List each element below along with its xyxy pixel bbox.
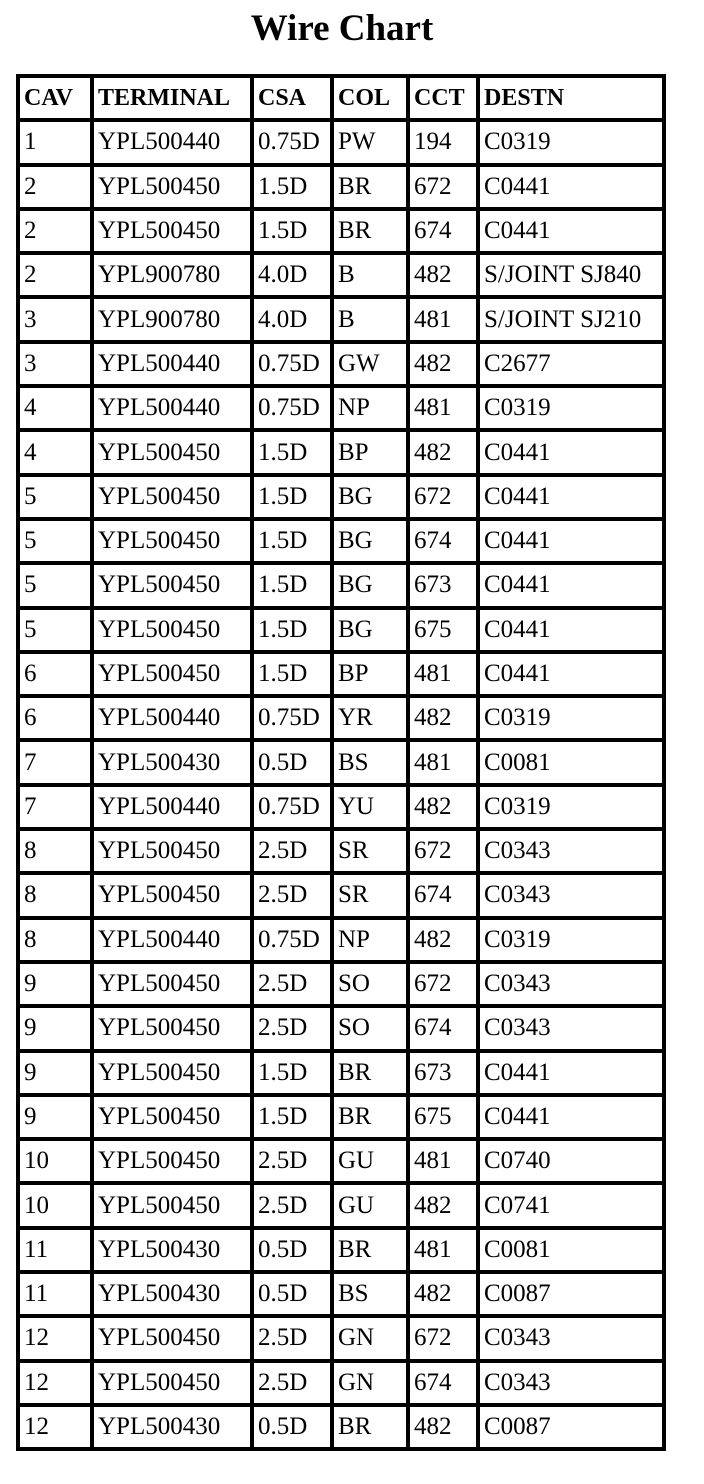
cell-col: BR <box>334 1230 406 1270</box>
cell-csa: 1.5D <box>254 432 330 472</box>
header-cct: CCT <box>410 78 476 118</box>
cell-csa: 2.5D <box>254 875 330 915</box>
cell-cav: 5 <box>20 610 90 650</box>
cell-cav: 7 <box>20 742 90 782</box>
cell-terminal: YPL500450 <box>94 1008 250 1048</box>
cell-destn: C0319 <box>480 698 662 738</box>
cell-cav: 7 <box>20 787 90 827</box>
cell-destn: C0343 <box>480 964 662 1004</box>
cell-destn: S/JOINT SJ840 <box>480 255 662 295</box>
cell-col: B <box>334 255 406 295</box>
cell-csa: 1.5D <box>254 654 330 694</box>
wire-chart-table <box>16 74 666 1451</box>
cell-cav: 4 <box>20 432 90 472</box>
cell-csa: 1.5D <box>254 1097 330 1137</box>
cell-col: BG <box>334 521 406 561</box>
cell-cct: 675 <box>410 610 476 650</box>
cell-cav: 9 <box>20 1097 90 1137</box>
table-row <box>20 1407 662 1447</box>
cell-terminal: YPL500450 <box>94 521 250 561</box>
cell-col: BS <box>334 742 406 782</box>
cell-col: BP <box>334 654 406 694</box>
cell-csa: 4.0D <box>254 255 330 295</box>
cell-csa: 0.75D <box>254 344 330 384</box>
cell-destn: S/JOINT SJ210 <box>480 299 662 339</box>
cell-terminal: YPL500450 <box>94 1097 250 1137</box>
cell-col: GN <box>334 1318 406 1358</box>
cell-cct: 674 <box>410 1363 476 1403</box>
cell-cav: 2 <box>20 255 90 295</box>
cell-csa: 1.5D <box>254 167 330 207</box>
cell-col: PW <box>334 122 406 162</box>
cell-cct: 482 <box>410 1185 476 1225</box>
cell-cct: 481 <box>410 388 476 428</box>
table-row <box>20 1363 662 1403</box>
cell-terminal: YPL500440 <box>94 920 250 960</box>
table-row <box>20 1230 662 1270</box>
header-col: COL <box>334 78 406 118</box>
cell-cav: 2 <box>20 167 90 207</box>
cell-col: YR <box>334 698 406 738</box>
cell-destn: C0441 <box>480 565 662 605</box>
cell-csa: 0.5D <box>254 1407 330 1447</box>
cell-cav: 10 <box>20 1141 90 1181</box>
cell-destn: C0441 <box>480 521 662 561</box>
cell-csa: 2.5D <box>254 1363 330 1403</box>
cell-cct: 674 <box>410 521 476 561</box>
cell-csa: 4.0D <box>254 299 330 339</box>
cell-destn: C2677 <box>480 344 662 384</box>
cell-cav: 5 <box>20 565 90 605</box>
cell-cav: 4 <box>20 388 90 428</box>
cell-cct: 482 <box>410 1407 476 1447</box>
cell-cav: 12 <box>20 1318 90 1358</box>
cell-col: BS <box>334 1274 406 1314</box>
cell-cct: 674 <box>410 875 476 915</box>
cell-cct: 482 <box>410 432 476 472</box>
cell-cct: 194 <box>410 122 476 162</box>
cell-destn: C0087 <box>480 1274 662 1314</box>
header-cav: CAV <box>20 78 90 118</box>
cell-terminal: YPL500450 <box>94 477 250 517</box>
cell-cav: 11 <box>20 1230 90 1270</box>
cell-cav: 9 <box>20 1053 90 1093</box>
table-row <box>20 1274 662 1314</box>
cell-csa: 2.5D <box>254 964 330 1004</box>
cell-csa: 2.5D <box>254 1008 330 1048</box>
cell-terminal: YPL500430 <box>94 742 250 782</box>
cell-destn: C0343 <box>480 831 662 871</box>
cell-cct: 481 <box>410 1141 476 1181</box>
cell-destn: C0741 <box>480 1185 662 1225</box>
cell-terminal: YPL500450 <box>94 211 250 251</box>
cell-destn: C0343 <box>480 1318 662 1358</box>
cell-destn: C0441 <box>480 211 662 251</box>
cell-col: YU <box>334 787 406 827</box>
cell-terminal: YPL500440 <box>94 698 250 738</box>
cell-destn: C0740 <box>480 1141 662 1181</box>
cell-cct: 482 <box>410 787 476 827</box>
cell-col: BR <box>334 1097 406 1137</box>
cell-terminal: YPL500450 <box>94 167 250 207</box>
cell-cav: 1 <box>20 122 90 162</box>
table-row <box>20 388 662 428</box>
cell-terminal: YPL500440 <box>94 344 250 384</box>
table-body <box>20 122 662 1447</box>
cell-terminal: YPL500450 <box>94 1185 250 1225</box>
table-row <box>20 1008 662 1048</box>
cell-csa: 2.5D <box>254 1141 330 1181</box>
cell-cav: 9 <box>20 1008 90 1048</box>
table-row <box>20 344 662 384</box>
cell-terminal: YPL500430 <box>94 1230 250 1270</box>
cell-cav: 6 <box>20 654 90 694</box>
table-row <box>20 610 662 650</box>
cell-cav: 10 <box>20 1185 90 1225</box>
cell-cct: 672 <box>410 167 476 207</box>
cell-cct: 481 <box>410 299 476 339</box>
cell-col: SR <box>334 875 406 915</box>
cell-terminal: YPL500450 <box>94 1053 250 1093</box>
cell-csa: 2.5D <box>254 831 330 871</box>
cell-cav: 2 <box>20 211 90 251</box>
header-destn: DESTN <box>480 78 662 118</box>
cell-csa: 1.5D <box>254 565 330 605</box>
header-csa: CSA <box>254 78 330 118</box>
cell-cct: 672 <box>410 477 476 517</box>
table-row <box>20 432 662 472</box>
cell-cct: 675 <box>410 1097 476 1137</box>
table-row <box>20 1097 662 1137</box>
cell-col: SR <box>334 831 406 871</box>
cell-cct: 672 <box>410 1318 476 1358</box>
cell-col: SO <box>334 1008 406 1048</box>
cell-destn: C0319 <box>480 920 662 960</box>
table-row <box>20 255 662 295</box>
table-row <box>20 742 662 782</box>
cell-terminal: YPL500450 <box>94 831 250 871</box>
cell-cct: 481 <box>410 1230 476 1270</box>
cell-terminal: YPL500440 <box>94 787 250 827</box>
table-row <box>20 1141 662 1181</box>
cell-cav: 8 <box>20 875 90 915</box>
cell-col: BR <box>334 211 406 251</box>
cell-terminal: YPL900780 <box>94 255 250 295</box>
cell-col: NP <box>334 388 406 428</box>
cell-col: GN <box>334 1363 406 1403</box>
cell-terminal: YPL500440 <box>94 388 250 428</box>
cell-terminal: YPL500450 <box>94 432 250 472</box>
cell-cav: 8 <box>20 831 90 871</box>
cell-col: BR <box>334 1053 406 1093</box>
cell-terminal: YPL500440 <box>94 122 250 162</box>
cell-cct: 482 <box>410 344 476 384</box>
cell-destn: C0441 <box>480 477 662 517</box>
cell-cav: 12 <box>20 1407 90 1447</box>
cell-col: GU <box>334 1141 406 1181</box>
table-row <box>20 654 662 694</box>
cell-cav: 6 <box>20 698 90 738</box>
cell-cav: 3 <box>20 344 90 384</box>
cell-terminal: YPL900780 <box>94 299 250 339</box>
cell-destn: C0441 <box>480 1097 662 1137</box>
cell-cct: 674 <box>410 211 476 251</box>
cell-csa: 1.5D <box>254 477 330 517</box>
cell-terminal: YPL500450 <box>94 875 250 915</box>
cell-destn: C0319 <box>480 122 662 162</box>
cell-csa: 0.75D <box>254 388 330 428</box>
cell-col: NP <box>334 920 406 960</box>
cell-cav: 12 <box>20 1363 90 1403</box>
cell-terminal: YPL500450 <box>94 1318 250 1358</box>
cell-destn: C0343 <box>480 875 662 915</box>
table-row <box>20 167 662 207</box>
header-terminal: TERMINAL <box>94 78 250 118</box>
cell-csa: 0.5D <box>254 1274 330 1314</box>
cell-destn: C0087 <box>480 1407 662 1447</box>
table-row <box>20 787 662 827</box>
cell-destn: C0441 <box>480 610 662 650</box>
cell-destn: C0343 <box>480 1008 662 1048</box>
table-row <box>20 831 662 871</box>
header-row <box>20 78 662 118</box>
cell-cct: 672 <box>410 831 476 871</box>
cell-terminal: YPL500450 <box>94 654 250 694</box>
cell-destn: C0441 <box>480 432 662 472</box>
cell-destn: C0319 <box>480 388 662 428</box>
cell-cct: 482 <box>410 698 476 738</box>
cell-cct: 672 <box>410 964 476 1004</box>
cell-col: BG <box>334 477 406 517</box>
table-row <box>20 698 662 738</box>
cell-csa: 0.75D <box>254 122 330 162</box>
cell-csa: 0.5D <box>254 1230 330 1270</box>
table-row <box>20 1185 662 1225</box>
cell-col: BR <box>334 1407 406 1447</box>
cell-cav: 11 <box>20 1274 90 1314</box>
cell-csa: 1.5D <box>254 610 330 650</box>
cell-terminal: YPL500430 <box>94 1407 250 1447</box>
cell-terminal: YPL500450 <box>94 1141 250 1181</box>
table-row <box>20 964 662 1004</box>
page-title: Wire Chart <box>250 8 434 49</box>
table-row <box>20 1318 662 1358</box>
table-row <box>20 920 662 960</box>
cell-csa: 0.75D <box>254 698 330 738</box>
cell-csa: 1.5D <box>254 521 330 561</box>
cell-cct: 482 <box>410 1274 476 1314</box>
table-row <box>20 565 662 605</box>
cell-cav: 3 <box>20 299 90 339</box>
cell-cct: 481 <box>410 654 476 694</box>
cell-csa: 2.5D <box>254 1185 330 1225</box>
cell-col: BG <box>334 565 406 605</box>
cell-destn: C0343 <box>480 1363 662 1403</box>
cell-cav: 5 <box>20 521 90 561</box>
cell-cct: 673 <box>410 565 476 605</box>
cell-cct: 673 <box>410 1053 476 1093</box>
cell-cct: 482 <box>410 255 476 295</box>
table-row <box>20 477 662 517</box>
table-row <box>20 1053 662 1093</box>
cell-col: SO <box>334 964 406 1004</box>
cell-destn: C0441 <box>480 654 662 694</box>
cell-cav: 5 <box>20 477 90 517</box>
cell-cct: 481 <box>410 742 476 782</box>
cell-csa: 2.5D <box>254 1318 330 1358</box>
cell-destn: C0441 <box>480 1053 662 1093</box>
cell-col: BR <box>334 167 406 207</box>
cell-destn: C0081 <box>480 742 662 782</box>
cell-destn: C0319 <box>480 787 662 827</box>
cell-cct: 482 <box>410 920 476 960</box>
cell-csa: 0.75D <box>254 787 330 827</box>
cell-col: GU <box>334 1185 406 1225</box>
table-row <box>20 521 662 561</box>
cell-terminal: YPL500450 <box>94 1363 250 1403</box>
cell-cav: 8 <box>20 920 90 960</box>
table-row <box>20 211 662 251</box>
cell-col: B <box>334 299 406 339</box>
cell-col: BP <box>334 432 406 472</box>
cell-csa: 0.75D <box>254 920 330 960</box>
cell-terminal: YPL500430 <box>94 1274 250 1314</box>
cell-terminal: YPL500450 <box>94 964 250 1004</box>
cell-cct: 674 <box>410 1008 476 1048</box>
table-row <box>20 122 662 162</box>
cell-col: GW <box>334 344 406 384</box>
cell-csa: 1.5D <box>254 1053 330 1093</box>
cell-csa: 1.5D <box>254 211 330 251</box>
table-row <box>20 875 662 915</box>
cell-cav: 9 <box>20 964 90 1004</box>
cell-terminal: YPL500450 <box>94 610 250 650</box>
cell-terminal: YPL500450 <box>94 565 250 605</box>
table-header <box>20 78 662 118</box>
cell-csa: 0.5D <box>254 742 330 782</box>
table-row <box>20 299 662 339</box>
cell-destn: C0441 <box>480 167 662 207</box>
cell-destn: C0081 <box>480 1230 662 1270</box>
cell-col: BG <box>334 610 406 650</box>
